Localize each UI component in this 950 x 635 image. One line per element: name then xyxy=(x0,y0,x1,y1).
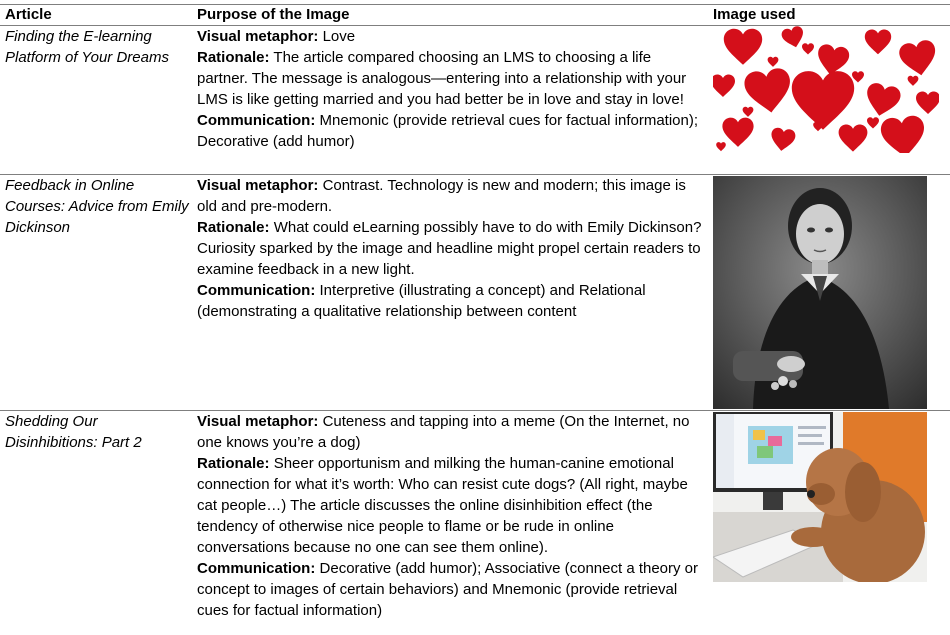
table-top-rule xyxy=(0,4,950,5)
row-3-comm-label: Communication: xyxy=(197,560,316,577)
row-2-comm-label: Communication: xyxy=(197,282,316,299)
header-article: Article xyxy=(5,6,52,23)
row-2-purpose xyxy=(197,175,702,322)
row-3-purpose xyxy=(197,411,702,621)
portrait-image xyxy=(713,176,927,409)
dog-image xyxy=(713,412,927,582)
row-3-comm: Decorative (add humor); Associative (connect a theory or concept to images of certain behaviors) and Mnemonic (provide retrieval cues for factual information) xyxy=(197,560,699,619)
row-1-rationale-label: Rationale: xyxy=(197,49,270,66)
header-purpose: Purpose of the Image xyxy=(197,6,350,23)
row-1-article: Finding the E-learning Platform of Your Dreams xyxy=(5,28,169,66)
hearts-image xyxy=(713,26,939,153)
portrait-graphic xyxy=(713,176,927,409)
row-3-rationale-label: Rationale: xyxy=(197,455,270,472)
header-image: Image used xyxy=(713,6,796,23)
row-3-vm: Cuteness and tapping into a meme (On the Internet, no one knows you’re a dog) xyxy=(197,413,690,451)
row-2-comm: Interpretive (illustrating a concept) and Relational (demonstrating a qualitative relationship between content xyxy=(197,282,646,320)
row-2-vm: Contrast. Technology is new and modern; this image is old and pre-modern. xyxy=(197,177,686,215)
row-2-article: Feedback in Online Courses: Advice from Emily Dickinson xyxy=(5,177,189,236)
row-2-rationale-label: Rationale: xyxy=(197,219,270,236)
row-1-comm: Mnemonic (provide retrieval cues for factual information); Decorative (add humor) xyxy=(197,112,699,150)
row-1-vm-label: Visual metaphor: xyxy=(197,28,319,45)
hearts-pattern-graphic xyxy=(713,26,939,153)
row-1-comm-label: Communication: xyxy=(197,112,316,129)
row-2-rationale: What could eLearning possibly have to do with Emily Dickinson? Curiosity sparked by the image and headline might propel certain readers to examine feedback in a new light. xyxy=(197,219,702,278)
row-3-vm-label: Visual metaphor: xyxy=(197,413,319,430)
row-1-rationale: The article compared choosing an LMS to choosing a life partner. The message is analogous—entering into a relationship with your LMS is like getting married and you had better be in love and stay in love! xyxy=(197,49,687,108)
row-3-article: Shedding Our Disinhibitions: Part 2 xyxy=(5,413,142,451)
row-1-purpose xyxy=(197,26,702,152)
row-2-vm-label: Visual metaphor: xyxy=(197,177,319,194)
row-1-vm: Love xyxy=(322,28,356,45)
dog-computer-graphic xyxy=(713,412,927,582)
row-3-rationale: Sheer opportunism and milking the human-canine emotional connection for what it’s worth: Who can resist cute dogs? (All right, maybe cat people…) The article discusses the online disinhibition effect (the tendency of otherwise nice people to flame or be rude in online conversations because no one can see them online). xyxy=(197,455,688,556)
